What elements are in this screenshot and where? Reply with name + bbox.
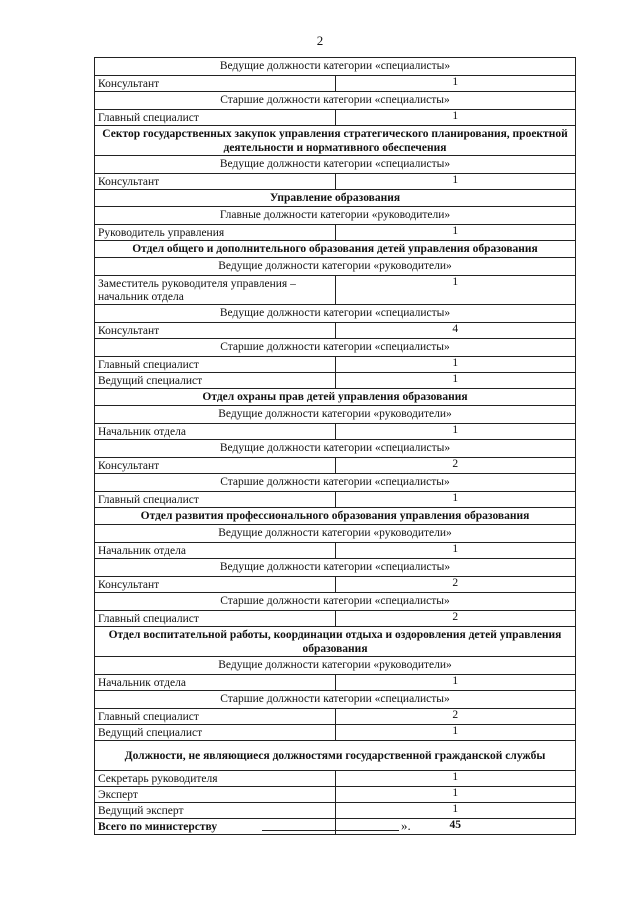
position-name: Эксперт xyxy=(95,787,336,803)
category-header-row xyxy=(95,258,576,276)
position-name: Ведущий специалист xyxy=(95,725,336,741)
section-header-row xyxy=(95,241,576,258)
category-header: Ведущие должности категории «специалисты» xyxy=(95,305,576,323)
category-header-row xyxy=(95,474,576,492)
position-row xyxy=(95,174,576,190)
position-count: 1 xyxy=(335,110,576,126)
category-header-row xyxy=(95,406,576,424)
category-header: Старшие должности категории «специалисты» xyxy=(95,593,576,611)
section-header-row xyxy=(95,190,576,207)
section-title: Управление образования xyxy=(95,190,576,207)
category-header-row xyxy=(95,691,576,709)
category-header: Старшие должности категории «специалисты» xyxy=(95,92,576,110)
position-name: Начальник отдела xyxy=(95,675,336,691)
position-row xyxy=(95,675,576,691)
category-header: Ведущие должности категории «специалисты» xyxy=(95,440,576,458)
position-count: 1 xyxy=(335,373,576,389)
position-count: 1 xyxy=(335,174,576,190)
position-name: Заместитель руководителя управления – начальник отдела xyxy=(95,276,336,305)
category-header: Ведущие должности категории «руководители» xyxy=(95,406,576,424)
position-count: 4 xyxy=(335,323,576,339)
section-title: Отдел воспитательной работы, координации отдыха и оздоровления детей управления образования xyxy=(95,627,576,657)
position-name: Консультант xyxy=(95,323,336,339)
position-name: Консультант xyxy=(95,458,336,474)
position-count: 1 xyxy=(335,276,576,305)
position-name: Консультант xyxy=(95,577,336,593)
position-name: Главный специалист xyxy=(95,110,336,126)
category-header: Старшие должности категории «специалисты» xyxy=(95,474,576,492)
position-count: 1 xyxy=(335,357,576,373)
position-name: Ведущий эксперт xyxy=(95,803,336,819)
category-header: Ведущие должности категории «руководители» xyxy=(95,258,576,276)
section-title: Отдел общего и дополнительного образования детей управления образования xyxy=(95,241,576,258)
staffing-table-body xyxy=(95,58,576,835)
position-name: Секретарь руководителя xyxy=(95,771,336,787)
position-row xyxy=(95,276,576,305)
category-header-row xyxy=(95,657,576,675)
position-name: Главный специалист xyxy=(95,611,336,627)
position-count: 1 xyxy=(335,76,576,92)
section-header-row xyxy=(95,627,576,657)
section-header-row xyxy=(95,126,576,156)
section-header-row xyxy=(95,508,576,525)
position-count: 1 xyxy=(335,803,576,819)
section-header-row xyxy=(95,741,576,771)
category-header: Ведущие должности категории «руководители» xyxy=(95,657,576,675)
position-count: 1 xyxy=(335,424,576,440)
position-count: 1 xyxy=(335,492,576,508)
position-row xyxy=(95,492,576,508)
category-header-row xyxy=(95,339,576,357)
position-name: Начальник отдела xyxy=(95,543,336,559)
category-header-row xyxy=(95,559,576,577)
staffing-table xyxy=(94,57,576,835)
section-header-row xyxy=(95,389,576,406)
closing-quote-mark: ». xyxy=(401,818,411,833)
position-row xyxy=(95,424,576,440)
section-title: Должности, не являющиеся должностями государственной гражданской службы xyxy=(95,741,576,771)
position-row xyxy=(95,76,576,92)
section-title: Сектор государственных закупок управления стратегического планирования, проектной деятельности и нормативного обеспечения xyxy=(95,126,576,156)
category-header-row xyxy=(95,305,576,323)
position-row xyxy=(95,225,576,241)
position-row xyxy=(95,458,576,474)
position-count: 1 xyxy=(335,543,576,559)
position-row xyxy=(95,373,576,389)
position-row xyxy=(95,787,576,803)
position-name: Главный специалист xyxy=(95,492,336,508)
total-row xyxy=(95,819,576,835)
category-header-row xyxy=(95,525,576,543)
position-row xyxy=(95,611,576,627)
position-count: 1 xyxy=(335,725,576,741)
category-header: Ведущие должности категории «специалисты» xyxy=(95,58,576,76)
position-name: Консультант xyxy=(95,76,336,92)
position-count: 2 xyxy=(335,458,576,474)
position-row xyxy=(95,709,576,725)
category-header-row xyxy=(95,440,576,458)
position-row xyxy=(95,543,576,559)
position-name: Руководитель управления xyxy=(95,225,336,241)
category-header: Ведущие должности категории «специалисты» xyxy=(95,559,576,577)
category-header: Старшие должности категории «специалисты» xyxy=(95,339,576,357)
position-count: 2 xyxy=(335,709,576,725)
signature-underline xyxy=(262,830,399,831)
position-name: Начальник отдела xyxy=(95,424,336,440)
section-title: Отдел развития профессионального образования управления образования xyxy=(95,508,576,525)
position-count: 2 xyxy=(335,577,576,593)
category-header-row xyxy=(95,92,576,110)
position-count: 1 xyxy=(335,225,576,241)
position-name: Главный специалист xyxy=(95,709,336,725)
position-name: Консультант xyxy=(95,174,336,190)
category-header: Старшие должности категории «специалисты» xyxy=(95,691,576,709)
category-header-row xyxy=(95,58,576,76)
position-name: Главный специалист xyxy=(95,357,336,373)
position-name: Ведущий специалист xyxy=(95,373,336,389)
position-row xyxy=(95,803,576,819)
total-count: 45 xyxy=(335,819,576,835)
position-row xyxy=(95,110,576,126)
position-count: 1 xyxy=(335,771,576,787)
category-header: Главные должности категории «руководители» xyxy=(95,207,576,225)
category-header-row xyxy=(95,593,576,611)
position-count: 1 xyxy=(335,675,576,691)
total-label: Всего по министерству xyxy=(95,819,336,835)
category-header: Ведущие должности категории «руководители» xyxy=(95,525,576,543)
category-header-row xyxy=(95,207,576,225)
section-title: Отдел охраны прав детей управления образования xyxy=(95,389,576,406)
position-row xyxy=(95,323,576,339)
position-row xyxy=(95,771,576,787)
position-count: 2 xyxy=(335,611,576,627)
position-row xyxy=(95,357,576,373)
category-header: Ведущие должности категории «специалисты» xyxy=(95,156,576,174)
page-number: 2 xyxy=(316,33,324,48)
position-count: 1 xyxy=(335,787,576,803)
position-row xyxy=(95,725,576,741)
position-row xyxy=(95,577,576,593)
category-header-row xyxy=(95,156,576,174)
